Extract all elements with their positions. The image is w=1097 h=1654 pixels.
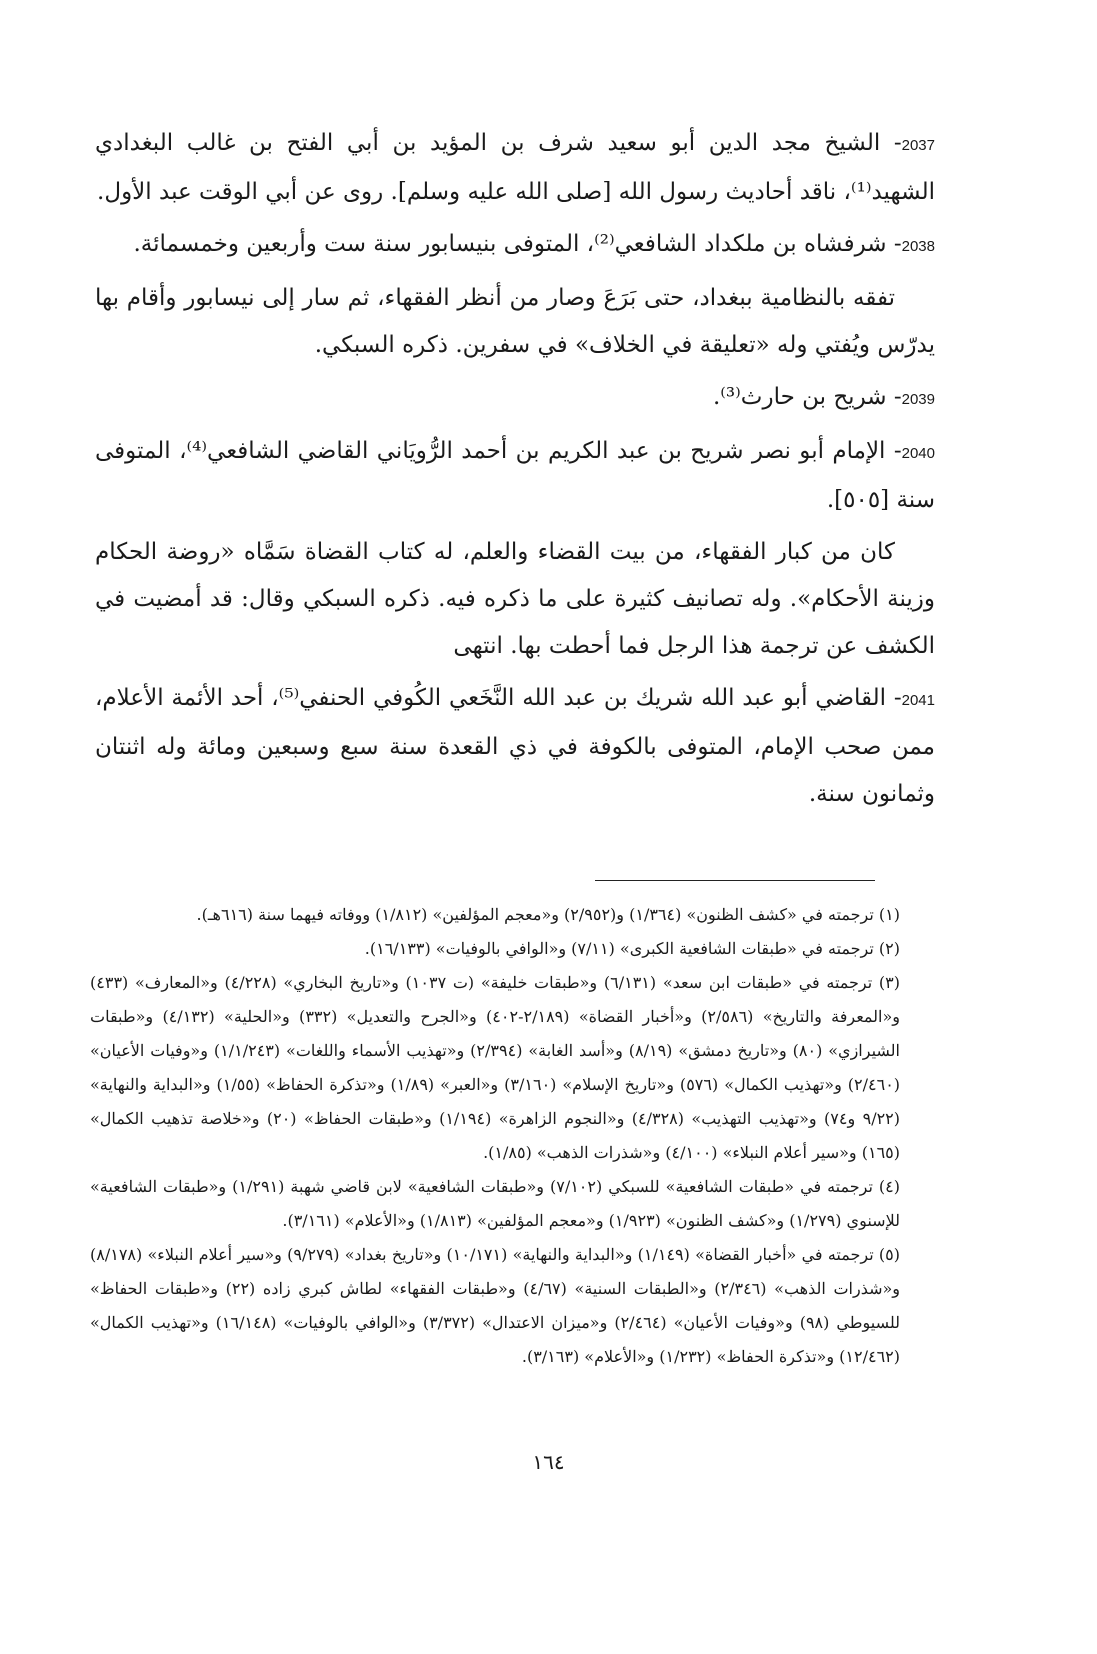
entry-number: 2038 (901, 238, 935, 255)
entry-number: 2040 (901, 445, 935, 462)
entry-2041 (95, 675, 935, 818)
footnote-5: (٥) ترجمته في «أخبار القضاة» (١/١٤٩) و«البداية والنهاية» (١٠/١٧١) و«تاريخ بغداد» (٩/٢٧٩) و«سير أعلام النبلاء» (٨/١٧٨) و«شذرات الذهب» (٢/٣٤٦) و«الطبقات السنية» (٤/٦٧) و«طبقات الفقهاء» لطاش كبري زاده (٢٢) و«طبقات الحفاظ» للسيوطي (٩٨) و«وفيات الأعيان» (٢/٤٦٤) و«ميزان الاعتدال» (٣/٣٧٢) و«الوافي بالوفيات» (١٦/١٤٨) و«تهذيب الكمال» (١٢/٤٦٢) و«تذكرة الحفاظ» (١/٢٣٢) و«الأعلام» (٣/١٦٣). (90, 1245, 901, 1366)
entry-2039 (95, 374, 935, 423)
entry-text: - الشيخ مجد الدين أبو سعيد شرف بن المؤيد بن أبي الفتح بن غالب البغدادي الشهيد⁽¹⁾، ناقد أحاديث رسول الله [صلى الله عليه وسلم]. روى عن أبي الوقت عبد الأول. (95, 130, 935, 205)
entry-text: - شريح بن حارث⁽³⁾. (712, 384, 902, 410)
entry-2040-paragraph: كان من كبار الفقهاء، من بيت القضاء والعلم، له كتاب القضاة سَمَّاه «روضة الحكام وزينة الأحكام». وله تصانيف كثيرة على ما ذكره فيه. ذكره السبكي وقال: قد أمضيت في الكشف عن ترجمة هذا الرجل فما أحطت بها. انتهى (95, 539, 935, 659)
main-text (95, 120, 935, 823)
page-number: ١٦٤ (532, 1450, 565, 1474)
entry-2037 (95, 120, 935, 216)
entry-2038 (95, 221, 935, 270)
entry-text: - الإمام أبو نصر شريح بن عبد الكريم بن أحمد الرُّويَاني القاضي الشافعي⁽⁴⁾، المتوفى سنة [٥٠٥]. (95, 438, 935, 513)
entry-number: 2041 (901, 692, 935, 709)
entry-2038-paragraph: تفقه بالنظامية ببغداد، حتى بَرَعَ وصار من أنظر الفقهاء، ثم سار إلى نيسابور وأقام بها يدرّس ويُفتي وله «تعليقة في الخلاف» في سفرين. ذكره السبكي. (95, 285, 935, 358)
entry-number: 2037 (901, 137, 935, 154)
footnote-4: (٤) ترجمته في «طبقات الشافعية» للسبكي (٧/١٠٢) و«طبقات الشافعية» لابن قاضي شهبة (١/٢٩١) و«طبقات الشافعية» للإسنوي (١/٢٧٩) و«كشف الظنون» (١/٩٢٣) و«معجم المؤلفين» (١/٨١٣) و«الأعلام» (٣/١٦١). (90, 1177, 901, 1230)
footnote-divider (595, 880, 875, 881)
entry-text: - القاضي أبو عبد الله شريك بن عبد الله النَّخَعي الكُوفي الحنفي⁽⁵⁾، أحد الأئمة الأعلام، ممن صحب الإمام، المتوفى بالكوفة في ذي القعدة سنة سبع وسبعين ومائة وله اثنتان وثمانون سنة. (95, 685, 935, 807)
footnote-1: (١) ترجمته في «كشف الظنون» (١/٣٦٤) و(٢/٩٥٢) و«معجم المؤلفين» (١/٨١٢) ووفاته فيهما سنة (٦١٦هـ). (196, 905, 900, 924)
entry-number: 2039 (901, 391, 935, 408)
footnotes (90, 898, 900, 1374)
footnote-2: (٢) ترجمته في «طبقات الشافعية الكبرى» (٧/١١) و«الوافي بالوفيات» (١٦/١٣٣). (364, 939, 900, 958)
entry-2040 (95, 428, 935, 524)
entry-text: - شرفشاه بن ملكداد الشافعي⁽²⁾، المتوفى بنيسابور سنة ست وأربعين وخمسمائة. (133, 231, 902, 257)
footnote-3: (٣) ترجمته في «طبقات ابن سعد» (٦/١٣١) و«طبقات خليفة» (ت ١٠٣٧) و«تاريخ البخاري» (٤/٢٢٨) و«المعارف» (٤٣٣) و«المعرفة والتاريخ» (٢/٥٨٦) و«أخبار القضاة» (٢/١٨٩-٤٠٢) و«الجرح والتعديل» (٣٣٢) و«الحلية» (٤/١٣٢) و«طبقات الشيرازي» (٨٠) و«تاريخ دمشق» (٨/١٩) و«أسد الغابة» (٢/٣٩٤) و«تهذيب الأسماء واللغات» (١/١/٢٤٣) و«وفيات الأعيان» (٢/٤٦٠) و«تهذيب الكمال» (٥٧٦) و«تاريخ الإسلام» (٣/١٦٠) و«العبر» (١/٨٩) و«تذكرة الحفاظ» (١/٥٥) و«البداية والنهاية» (٩/٢٢ و٧٤) و«تهذيب التهذيب» (٤/٣٢٨) و«النجوم الزاهرة» (١/١٩٤) و«طبقات الحفاظ» (٢٠) و«خلاصة تذهيب الكمال» (١٦٥) و«سير أعلام النبلاء» (٤/١٠٠) و«شذرات الذهب» (١/٨٥). (90, 973, 901, 1162)
